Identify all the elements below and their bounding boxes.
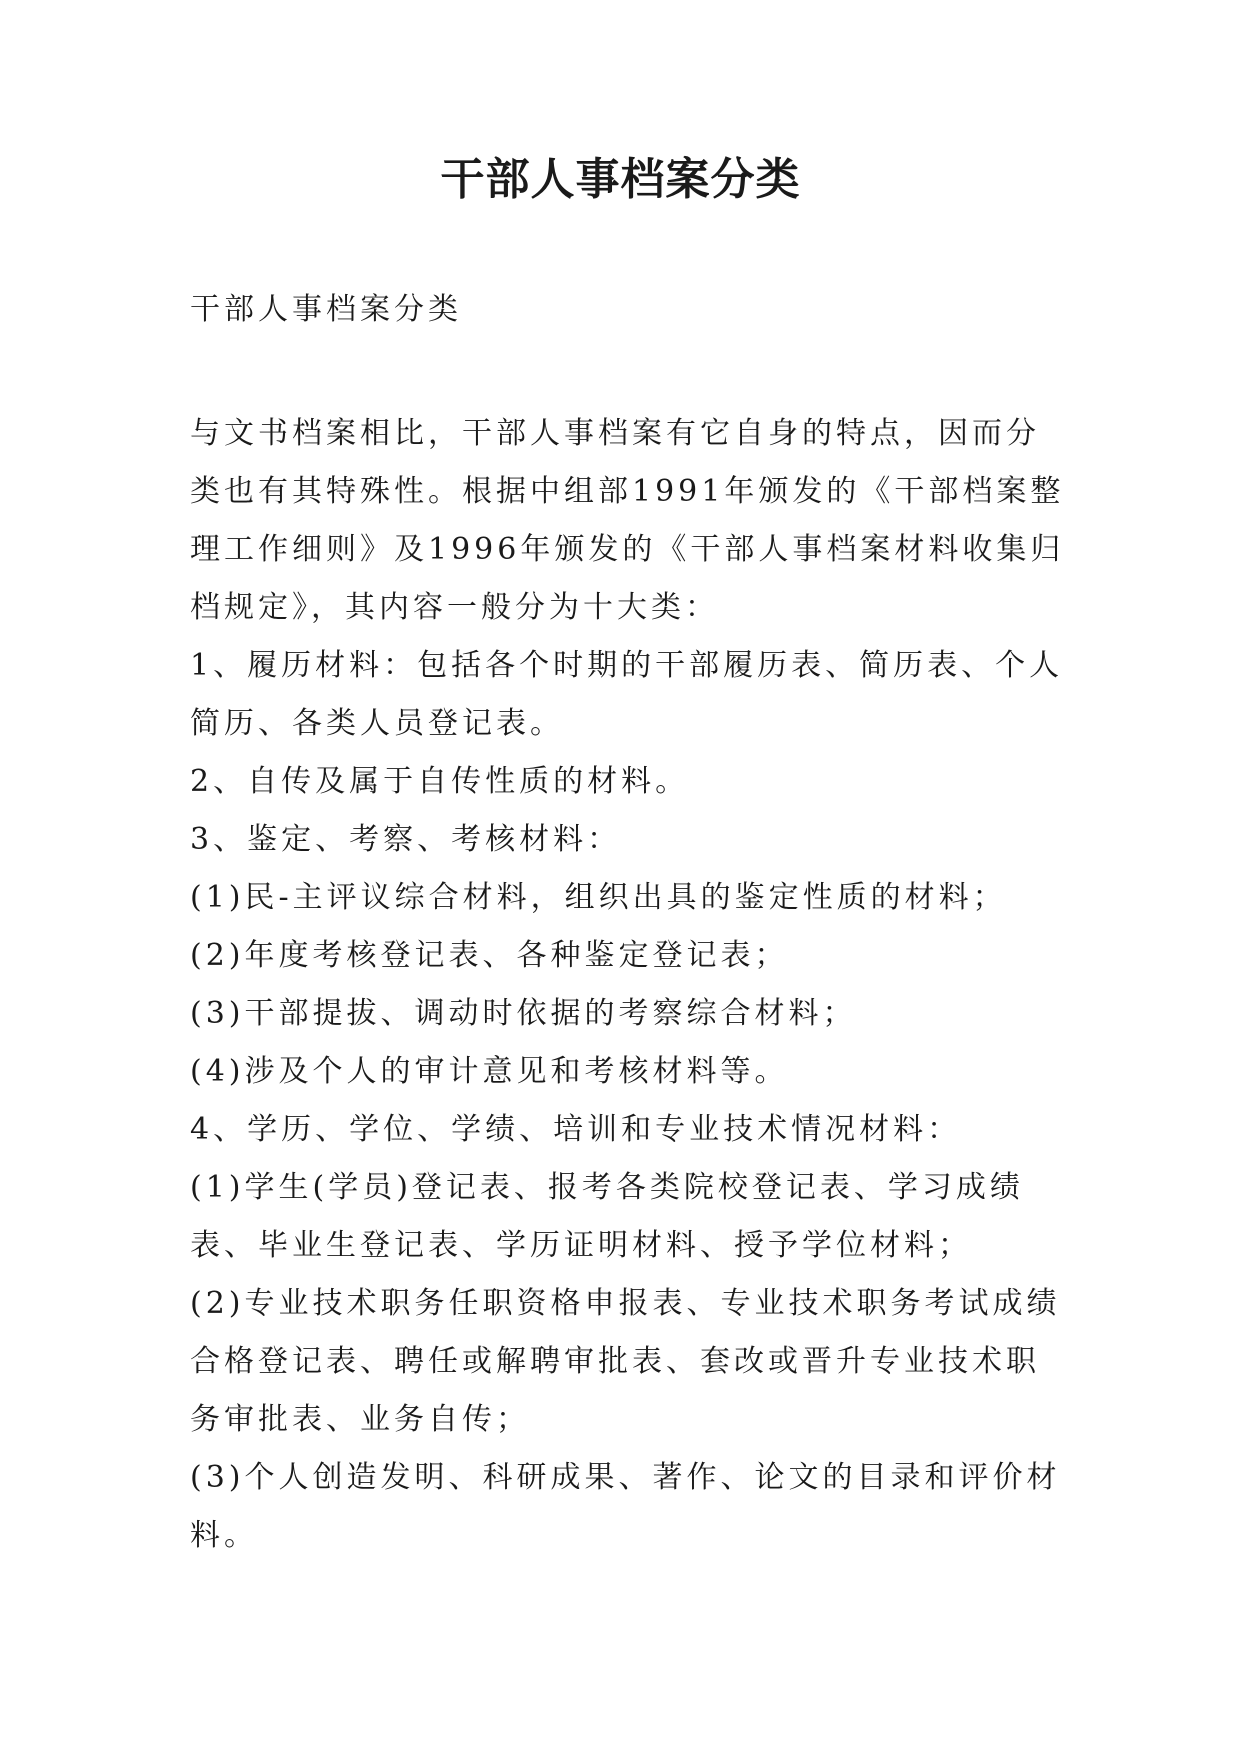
paragraph-item-2: 2、自传及属于自传性质的材料。: [190, 764, 690, 799]
paragraph-item-3-3: (3)干部提拔、调动时依据的考察综合材料；: [190, 996, 857, 1031]
paragraph-item-4-2: (2)专业技术职务任职资格申报表、专业技术职务考试成绩合格登记表、聘任或解聘审批表、套改或晋升专业技术职务审批表、业务自传；: [190, 1286, 1061, 1437]
paragraph-item-4-3: (3)个人创造发明、科研成果、著作、论文的目录和评价材料。: [190, 1460, 1061, 1553]
paragraph-item-4-1: (1)学生(学员)登记表、报考各类院校登记表、学习成绩表、毕业生登记表、学历证明材料、授予学位材料；: [190, 1170, 1024, 1263]
paragraph-intro: 与文书档案相比，干部人事档案有它自身的特点，因而分类也有其特殊性。根据中组部1991年颁发的《干部档案整理工作细则》及1996年颁发的《干部人事档案材料收集归档规定》，其内容一般分为十大类：: [190, 416, 1065, 625]
paragraph-item-1: 1、履历材料：包括各个时期的干部履历表、简历表、个人简历、各类人员登记表。: [190, 648, 1064, 741]
paragraph-item-3-2: (2)年度考核登记表、各种鉴定登记表；: [190, 938, 789, 973]
document-subtitle: 干部人事档案分类: [190, 292, 462, 327]
paragraph-item-4: 4、学历、学位、学绩、培训和专业技术情况材料：: [190, 1112, 962, 1147]
document-title: 干部人事档案分类: [440, 154, 801, 205]
document-body: [190, 405, 1070, 1565]
paragraph-item-3-4: (4)涉及个人的审计意见和考核材料等。: [190, 1054, 789, 1089]
paragraph-item-3: 3、鉴定、考察、考核材料：: [190, 822, 622, 857]
paragraph-item-3-1: (1)民-主评议综合材料，组织出具的鉴定性质的材料；: [190, 880, 1007, 915]
